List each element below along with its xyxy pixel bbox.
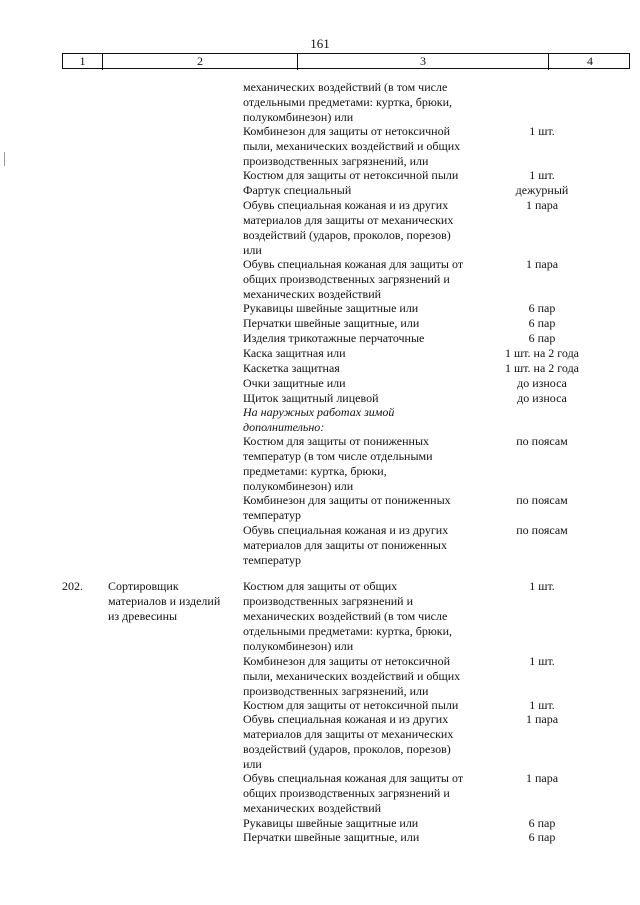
ppe-item: Изделия трикотажные перчаточные [243,331,425,345]
ppe-item: Костюм для защиты от общих производственных загрязнений и механических воздействий (в том числе отдельными предметами: куртка, брюки, полукомбинезон) или [243,579,453,653]
ppe-item: Каска защитная или [243,346,346,360]
column-header-1: 1 [63,54,103,70]
ppe-item: Костюм для защиты от нетоксичной пыли [243,168,459,182]
ppe-item: механических воздействий (в том числе отдельными предметами: куртка, брюки, полукомбинезон) или [243,80,453,124]
issue-norm: до износа [517,376,567,390]
row-number: 202. [62,579,83,593]
ppe-item: Костюм для защиты от пониженных температур (в том числе отдельными предметами: куртка, брюки, полукомбинезон) или [243,434,433,493]
issue-norm: 1 пара [525,712,559,726]
ppe-item: Костюм для защиты от нетоксичной пыли [243,698,459,712]
issue-norm: 1 пара [525,771,559,785]
ppe-item: На наружных работах зимой дополнительно: [243,405,395,434]
column-header-4: 4 [587,54,593,68]
issue-norm: по поясам [516,434,568,448]
issue-norm: 6 пар [528,316,556,330]
ppe-item: Обувь специальная кожаная для защиты от общих производственных загрязнений и механических воздействий [243,771,464,815]
issue-norm: 1 шт. [529,124,555,138]
column-header-3: 3 [298,54,549,70]
issue-norm: 1 шт. [529,654,555,668]
ppe-item: Комбинезон для защиты от нетоксичной пыли, механических воздействий и общих производственных загрязнений, или [243,124,461,168]
page-number: 161 [310,36,330,51]
ppe-item: Рукавицы швейные защитные или [243,301,419,315]
ppe-item: Очки защитные или [243,376,346,390]
issue-norm: 1 шт. на 2 года [504,361,580,375]
issue-norm: до износа [517,391,567,405]
ppe-item: Обувь специальная кожаная и из других материалов для защиты от механических воздействий (ударов, проколов, порезов) или [243,712,454,771]
issue-norm: 1 пара [525,198,559,212]
issue-norm: 1 пара [525,257,559,271]
ppe-item: Фартук специальный [243,183,352,197]
ppe-item: Комбинезон для защиты от нетоксичной пыли, механических воздействий и общих производственных загрязнений, или [243,654,461,698]
issue-norm: 1 шт. [529,698,555,712]
ppe-item: Обувь специальная кожаная для защиты от общих производственных загрязнений и механических воздействий [243,257,464,301]
table-header [62,53,630,69]
ppe-item: Рукавицы швейные защитные или [243,816,419,830]
profession-name: Сортировщик материалов и изделий из древесины [108,579,221,623]
issue-norm: по поясам [516,493,568,507]
column-header-2: 2 [103,54,298,70]
ppe-item: Перчатки швейные защитные, или [243,316,420,330]
issue-norm: 6 пар [528,301,556,315]
issue-norm: по поясам [516,523,568,537]
issue-norm: 1 шт. [529,168,555,182]
issue-norm: 6 пар [528,331,556,345]
margin-mark [4,152,5,166]
issue-norm: 6 пар [528,816,556,830]
ppe-item: Каскетка защитная [243,361,340,375]
issue-norm: 1 шт. [529,579,555,593]
ppe-item: Комбинезон для защиты от пониженных температур [243,493,451,522]
issue-norm: 1 шт. на 2 года [504,346,580,360]
ppe-item: Перчатки швейные защитные, или [243,830,420,844]
issue-norm: 6 пар [528,830,556,844]
ppe-item: Щиток защитный лицевой [243,391,379,405]
ppe-item: Обувь специальная кожаная и из других материалов для защиты от механических воздействий (ударов, проколов, порезов) или [243,198,454,257]
ppe-item: Обувь специальная кожаная и из других материалов для защиты от пониженных температур [243,523,449,567]
issue-norm: дежурный [515,183,569,197]
